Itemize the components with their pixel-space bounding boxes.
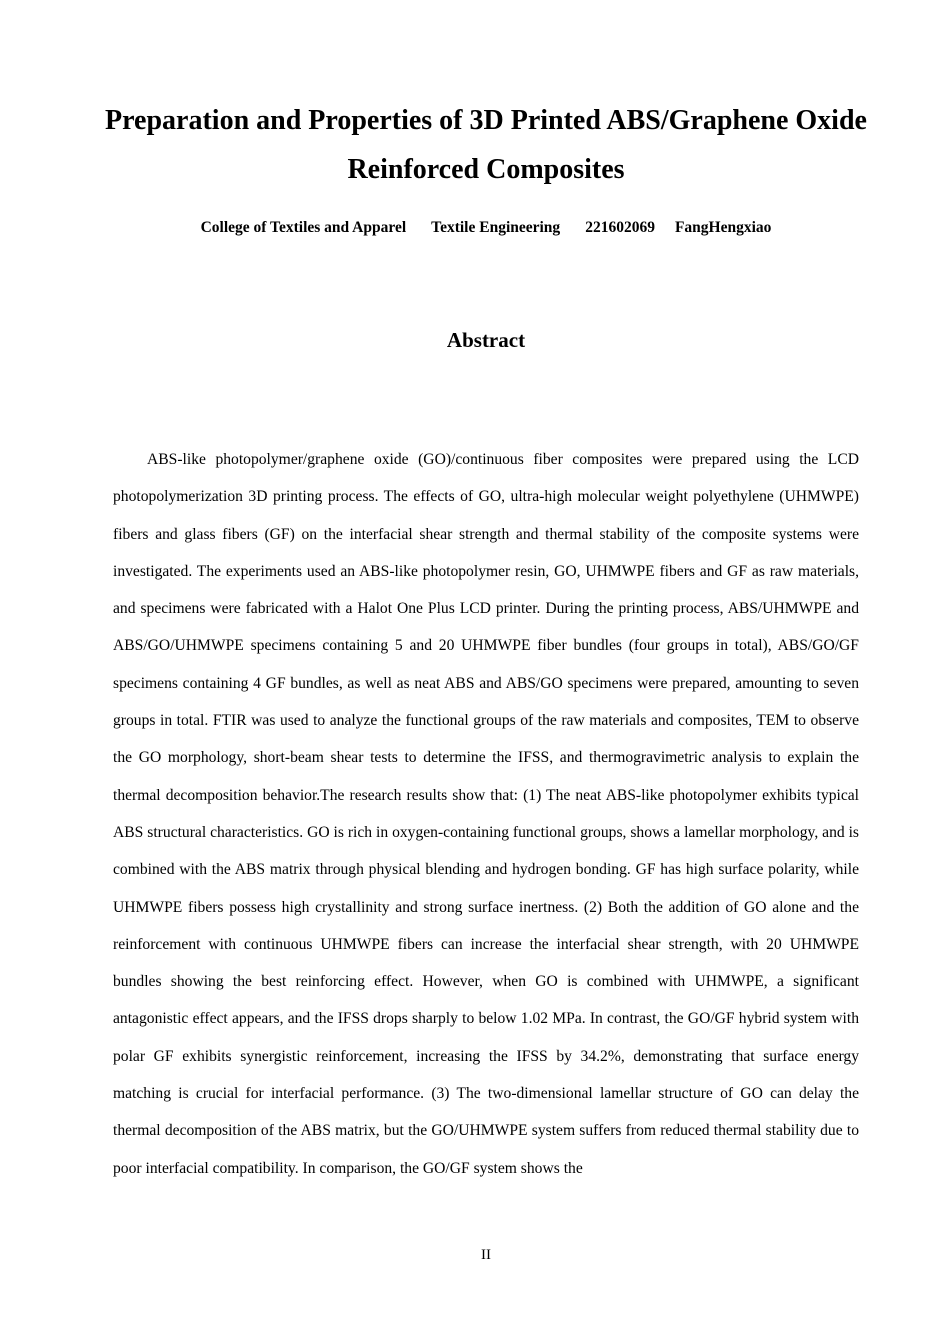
page-number: II xyxy=(481,1247,491,1263)
college-name: College of Textiles and Apparel xyxy=(200,219,407,236)
major-name: Textile Engineering xyxy=(431,219,561,236)
author-affiliation-line xyxy=(80,218,892,238)
author-name: FangHengxiao xyxy=(674,219,772,236)
paper-title: Preparation and Properties of 3D Printed ABS/Graphene Oxide Reinforced Composites xyxy=(105,105,867,185)
abstract-body-text: ABS-like photopolymer/graphene oxide (GO)/continuous fiber composites were prepared using the LCD photopolymerization 3D printing process. The effects of GO, ultra-high molecular weight polyethylene (UHMWPE) fibers and glass fibers (GF) on the interfacial shear strength and thermal stability of the composite systems were investigated. The experiments used an ABS-like photopolymer resin, GO, UHMWPE fibers and GF as raw materials, and specimens were fabricated with a Halot One Plus LCD printer. During the printing process, ABS/UHMWPE and ABS/GO/UHMWPE specimens containing 5 and 20 UHMWPE fiber bundles (four groups in total), ABS/GO/GF specimens containing 4 GF bundles, as well as neat ABS and ABS/GO specimens were prepared, amounting to seven groups in total. FTIR was used to analyze the functional groups of the raw materials and composites, TEM to observe the GO morphology, short-beam shear tests to determine the IFSS, and thermogravimetric analysis to explain the thermal decomposition behavior.The research results show that: (1) The neat ABS-like photopolymer exhibits typical ABS structural characteristics. GO is rich in oxygen-containing functional groups, shows a lamellar morphology, and is combined with the ABS matrix through physical blending and hydrogen bonding. GF has high surface polarity, while UHMWPE fibers possess high crystallinity and strong surface inertness. (2) Both the addition of GO alone and the reinforcement with continuous UHMWPE fibers can increase the interfacial shear strength, with 20 UHMWPE bundles showing the best reinforcing effect. However, when GO is combined with UHMWPE, a significant antagonistic effect appears, and the IFSS drops sharply to below 1.02 MPa. In contrast, the GO/GF hybrid system with polar GF exhibits synergistic reinforcement, increasing the IFSS by 34.2%, demonstrating that surface energy matching is crucial for interfacial performance. (3) The two-dimensional lamellar structure of GO can delay the thermal decomposition of the ABS matrix, but the GO/UHMWPE system suffers from reduced thermal stability due to poor interfacial compatibility. In comparison, the GO/GF system shows the xyxy=(113,451,859,1177)
abstract-heading: Abstract xyxy=(446,328,526,352)
student-id: 221602069 xyxy=(585,219,655,236)
